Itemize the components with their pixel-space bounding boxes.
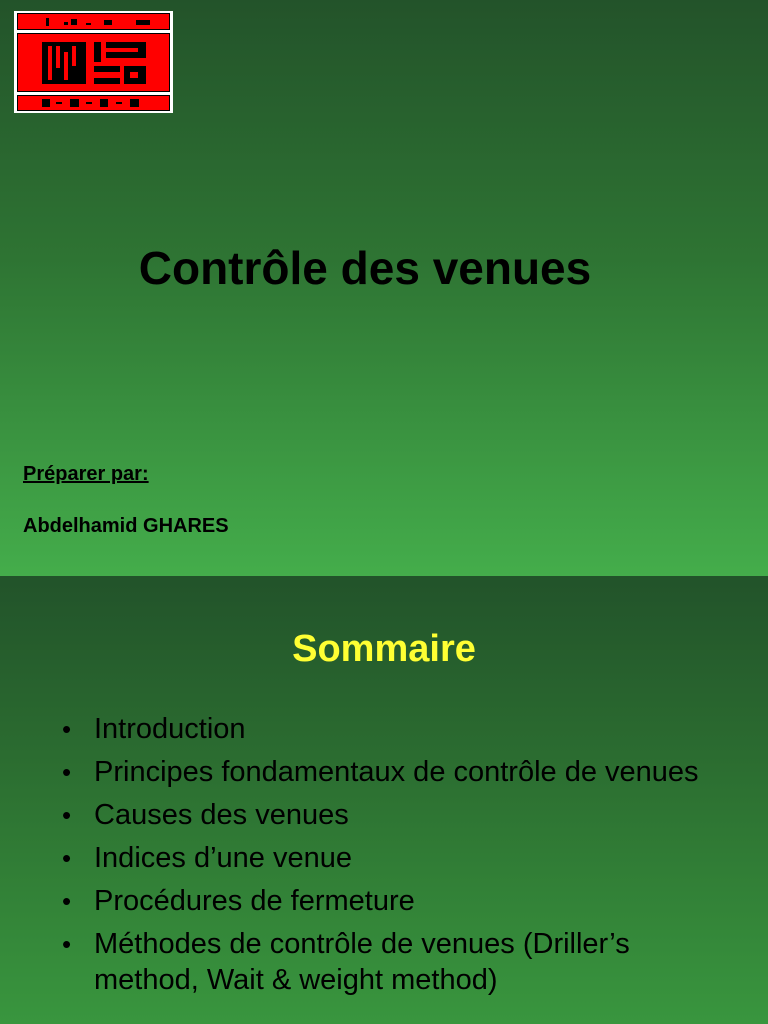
prepared-by-label: Préparer par: <box>23 463 149 485</box>
list-item <box>60 754 700 790</box>
logo-bottom-band <box>17 95 170 111</box>
list-item-text: Introduction <box>94 713 246 745</box>
bullet-icon: • <box>62 800 72 830</box>
slide-title: Contrôle des venues <box>138 242 592 294</box>
list-item <box>60 711 700 747</box>
logo-top-band <box>17 13 170 30</box>
bullet-icon: • <box>62 886 72 916</box>
summary-heading: Sommaire <box>292 628 476 670</box>
logo-emblem-icon <box>34 38 154 88</box>
summary-slide <box>0 576 768 1024</box>
logo-arabic-lettering-icon <box>24 15 164 28</box>
list-item <box>60 883 700 919</box>
author-name: Abdelhamid GHARES <box>23 515 229 537</box>
logo-emblem <box>17 33 170 92</box>
list-item-text: Procédures de fermeture <box>94 885 415 917</box>
bullet-icon: • <box>62 843 72 873</box>
list-item <box>60 797 700 833</box>
bullet-icon: • <box>62 757 72 787</box>
list-item <box>60 926 700 998</box>
list-item-text: Méthodes de contrôle de venues (Driller’s method, Wait & weight method) <box>94 928 630 996</box>
list-item-text: Indices d’une venue <box>94 842 352 874</box>
enssp-logo <box>14 11 173 113</box>
bullet-icon: • <box>62 929 72 959</box>
bullet-icon: • <box>62 714 72 744</box>
summary-list <box>60 711 700 1005</box>
logo-ensp-lettering-icon <box>24 97 164 109</box>
list-item-text: Causes des venues <box>94 799 349 831</box>
list-item-text: Principes fondamentaux de contrôle de venues <box>94 756 699 788</box>
list-item <box>60 840 700 876</box>
